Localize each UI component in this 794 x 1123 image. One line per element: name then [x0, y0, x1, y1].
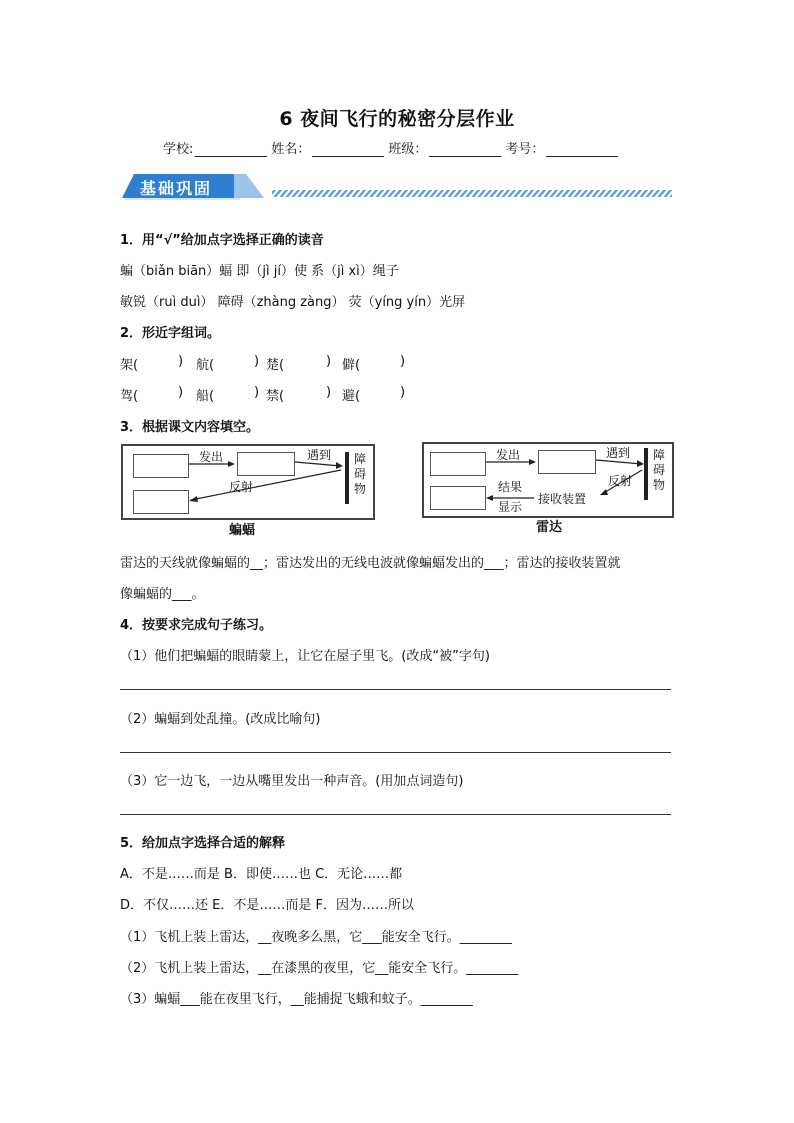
radar-label-receiver: 接收装置: [538, 492, 587, 506]
bat-caption: 蝙蝠: [229, 523, 256, 538]
q2-close: ): [326, 354, 332, 369]
bat-obstacle-bar: [345, 452, 349, 504]
section-banner: [122, 170, 674, 204]
q2-char-jia: 架(: [120, 358, 139, 373]
q5-options-row2: D．不仅……还 E．不是……而是 F．因为……所以: [120, 898, 414, 913]
exam-no-label: 考号：: [505, 142, 545, 157]
q2-heading: 2．形近字组词。: [120, 326, 221, 341]
q1-line2[interactable]: 敏锐（ruì duì） 障碍（zhàng zàng） 荧（yíng yín）光屏: [120, 295, 466, 310]
q5-options-row1: A．不是……而是 B．即使……也 C．无论……都: [120, 867, 403, 882]
radar-obstacle-bar: [644, 448, 648, 500]
q2-char-jin: 禁(: [266, 389, 285, 404]
bat-label-reflect: 反射: [229, 480, 254, 494]
q5-item2[interactable]: （2）飞机上装上雷达，__在漆黑的夜里，它__能安全飞行。________: [120, 961, 519, 976]
q2-close: ): [178, 354, 184, 369]
radar-caption: 雷达: [536, 520, 563, 535]
q5-item3[interactable]: （3）蝙蝠___能在夜里飞行，__能捕捉飞蛾和蚊子。________: [120, 992, 473, 1007]
q1-line1[interactable]: 蝙（biǎn biān）蝠 即（jì jí）使 系（jì xì）绳子: [120, 264, 399, 279]
q2-close: ): [400, 354, 406, 369]
q2-char-jia2: 驾(: [120, 389, 139, 404]
name-label: 姓名：: [271, 142, 311, 157]
radar-label-send: 发出: [496, 448, 521, 462]
q4-answer-line-3[interactable]: [120, 814, 671, 815]
q4-answer-line-2[interactable]: [120, 752, 671, 753]
q4-item3: （3）它一边飞，一边从嘴里发出一种声音。(用加点词造句): [120, 774, 464, 789]
q2-char-chu: 楚(: [266, 358, 285, 373]
radar-label-result: 结果: [498, 480, 523, 494]
q4-answer-line-1[interactable]: [120, 689, 671, 690]
q4-heading: 4．按要求完成句子练习。: [120, 618, 273, 633]
student-info-row: [163, 138, 622, 157]
q2-close: ): [178, 385, 184, 400]
bat-label-send: 发出: [199, 450, 224, 464]
q4-item2: （2）蝙蝠到处乱撞。(改成比喻句): [120, 712, 321, 727]
section-banner-label: 基础巩固: [140, 179, 213, 198]
class-label: 班级：: [388, 142, 428, 157]
q2-char-pi: 僻(: [342, 358, 361, 373]
radar-obstacle-label: 障碍物: [652, 448, 665, 492]
radar-diagram: [422, 442, 674, 518]
school-label: 学校:: [163, 142, 194, 157]
q1-heading: 1．用“√”给加点字选择正确的读音: [120, 233, 324, 248]
radar-label-reflect: 反射: [608, 474, 633, 488]
q2-close: ): [326, 385, 332, 400]
q2-close: ): [254, 354, 260, 369]
bat-diagram: [121, 444, 373, 520]
q2-char-hang: 航(: [196, 358, 215, 373]
q5-heading: 5．给加点字选择合适的解释: [120, 836, 286, 851]
q2-char-chuan: 船(: [196, 389, 215, 404]
radar-label-meet: 遇到: [606, 446, 631, 460]
q3-fill-line2[interactable]: 像蝙蝠的___。: [120, 587, 205, 602]
q2-close: ): [400, 385, 406, 400]
page-title: 6 夜间飞行的秘密分层作业: [279, 108, 515, 130]
exam-no-blank[interactable]: [546, 142, 618, 157]
q3-fill-line1[interactable]: 雷达的天线就像蝙蝠的__；雷达发出的无线电波就像蝙蝠发出的___；雷达的接收装置就: [120, 556, 621, 571]
bat-obstacle-label: 障碍物: [353, 452, 366, 496]
q2-char-bi: 避(: [342, 389, 361, 404]
bat-label-meet: 遇到: [307, 448, 332, 462]
radar-label-display: 显示: [498, 500, 523, 514]
q2-close: ): [254, 385, 260, 400]
q3-heading: 3．根据课文内容填空。: [120, 420, 260, 435]
name-blank[interactable]: [312, 142, 384, 157]
class-blank[interactable]: [429, 142, 501, 157]
q4-item1: （1）他们把蝙蝠的眼睛蒙上，让它在屋子里飞。(改成“被”字句): [120, 649, 490, 664]
school-blank[interactable]: [195, 142, 267, 157]
q5-item1[interactable]: （1）飞机上装上雷达，__夜晚多么黑，它___能安全飞行。________: [120, 930, 512, 945]
